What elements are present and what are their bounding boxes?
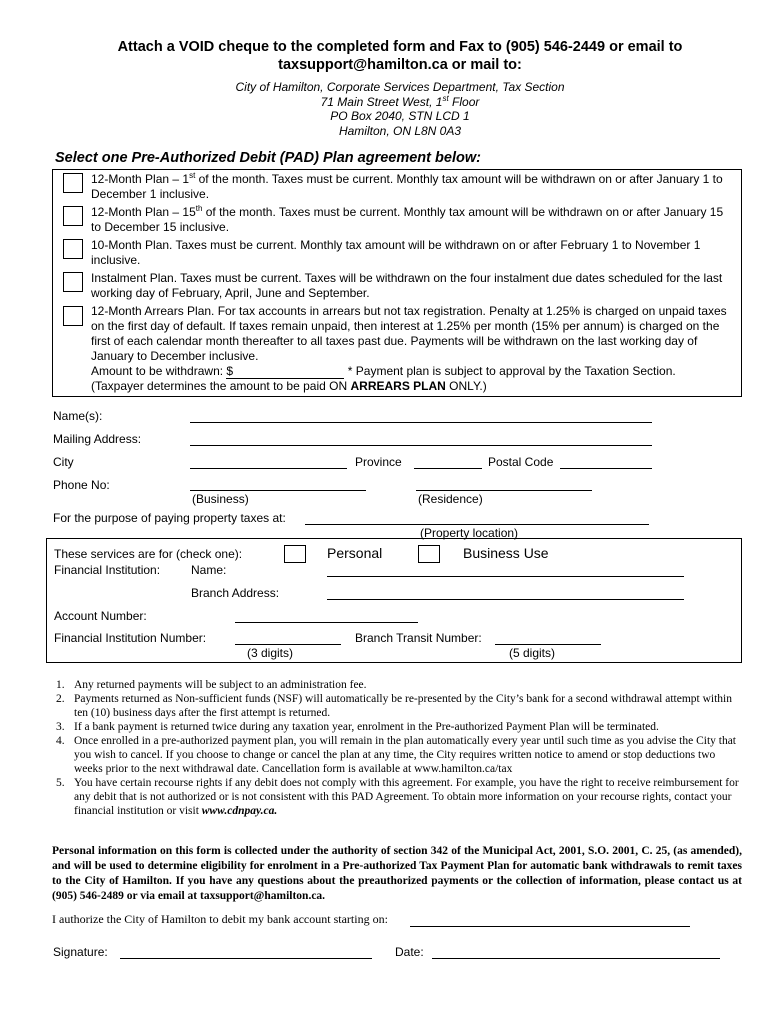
services-label: These services are for (check one):: [54, 547, 243, 561]
banking-info-box: [46, 538, 742, 663]
signature-label: Signature:: [53, 945, 108, 959]
fi-number-label: Financial Institution Number:: [54, 631, 207, 645]
branch-address-input[interactable]: [327, 599, 684, 600]
personal-checkbox[interactable]: [284, 545, 306, 563]
plan-2-text: 12-Month Plan – 15th of the month. Taxes must be current. Monthly tax amount will be withdrawn on or after January 15 to December 15 inclusive.: [91, 204, 724, 234]
plan-section-title: Select one Pre-Authorized Debit (PAD) Plan agreement below:: [55, 150, 481, 166]
list-item: 5. You have certain recourse rights if any debit does not comply with this agreement. For example, you have the right to receive reimbursement for any debit that is not authorized or is not consistent with this PAD Agreement. To obtain more information on your recourse rights, contact your financial institution or visit www.cdnpay.ca.: [56, 777, 739, 817]
address-line-2: 71 Main Street West, 1st Floor: [320, 93, 480, 109]
names-input[interactable]: [190, 422, 652, 423]
branch-transit-label: Branch Transit Number:: [355, 631, 482, 645]
mailing-address-block: [160, 80, 640, 138]
mailing-address-label: Mailing Address:: [53, 432, 142, 446]
form-header: [80, 38, 720, 74]
list-item: 1. Any returned payments will be subject to an administration fee.: [56, 679, 367, 691]
list-item: 3. If a bank payment is returned twice during any taxation year, enrolment in the Pre-authorized Payment Plan will be terminated.: [56, 721, 659, 733]
plan-5-checkbox[interactable]: [63, 306, 83, 326]
personal-label: Personal: [327, 545, 383, 561]
terms-list: [52, 678, 742, 818]
plan-1-text: 12-Month Plan – 1st of the month. Taxes must be current. Monthly tax amount will be withdrawn on or after January 1 to December 1 inclusive.: [91, 171, 723, 201]
fi-name-input[interactable]: [327, 576, 684, 577]
plan-4-text: Instalment Plan. Taxes must be current. Taxes will be withdrawn on the four instalment due dates scheduled for the last working day of February, April, June and September.: [91, 271, 723, 300]
address-line-4: Hamilton, ON L8N 0A3: [338, 123, 462, 138]
city-input[interactable]: [190, 468, 347, 469]
province-label: Province: [355, 455, 402, 469]
amount-row: [91, 364, 736, 379]
authorize-label: I authorize the City of Hamilton to debit my bank account starting on:: [52, 912, 388, 926]
fi-number-input[interactable]: [235, 644, 341, 645]
business-phone-caption: (Business): [192, 492, 249, 506]
signature-input[interactable]: [120, 958, 372, 959]
header-line-1: Attach a VOID cheque to the completed form and Fax to (905) 546-2449 or email to: [117, 39, 683, 55]
branch-transit-caption: (5 digits): [509, 646, 556, 660]
cdnpay-link[interactable]: www.cdnpay.ca.: [201, 805, 278, 817]
mailing-address-input[interactable]: [190, 445, 652, 446]
property-location-caption: (Property location): [420, 526, 519, 540]
city-label: City: [53, 455, 74, 469]
names-label: Name(s):: [53, 409, 103, 423]
header-line-2: taxsupport@hamilton.ca or mail to:: [278, 57, 522, 73]
list-item: 2. Payments returned as Non-sufficient funds (NSF) will automatically be re-presented by the City’s bank for a second withdrawal attempt within ten (10) business days after the first attempt is returned.: [56, 693, 733, 719]
business-phone-input[interactable]: [190, 490, 366, 491]
property-location-input[interactable]: [305, 524, 649, 525]
plan-3-text: 10-Month Plan. Taxes must be current. Monthly tax amount will be withdrawn on or after February 1 to November 1 inclusive.: [91, 238, 701, 267]
financial-institution-label: Financial Institution:: [54, 563, 161, 577]
address-line-3: PO Box 2040, STN LCD 1: [330, 109, 470, 123]
plan-2-checkbox[interactable]: [63, 206, 83, 226]
plan-3-checkbox[interactable]: [63, 239, 83, 259]
account-number-label: Account Number:: [54, 609, 147, 623]
plan-4-checkbox[interactable]: [63, 272, 83, 292]
plan-1-checkbox[interactable]: [63, 173, 83, 193]
privacy-statement: Personal information on this form is collected under the authority of section 342 of the Municipal Act, 2001, S.O. 2001, C. 25, (as amended), and will be used to determine eligibility for enrolment in a Pre-authorized Tax Payment Plan for automatic bank withdrawals to remit taxes to the City of Hamilton. If you have any questions about the preauthorized payments or the collection of information, please contact us at (905) 546-2489 or via email at taxsupport@hamilton.ca.: [52, 845, 742, 902]
approval-note: * Payment plan is subject to approval by the Taxation Section.: [347, 364, 676, 378]
amount-label: Amount to be withdrawn:: [91, 364, 224, 378]
address-line-1: City of Hamilton, Corporate Services Department, Tax Section: [235, 80, 565, 94]
fi-name-label: Name:: [191, 563, 227, 577]
start-date-input[interactable]: [410, 926, 690, 927]
date-label: Date:: [395, 945, 424, 959]
plan-5-text: 12-Month Arrears Plan. For tax accounts in arrears but not tax registration. Penalty at 1.25% is charged on unpaid taxes on the first day of default. If taxes remain unpaid, then interest at 1.25% per month (15% per annum) is charged on the first of each calendar month thereafter to all taxes past due. Payments will be withdrawn on the last working day of January to December inclusive.: [91, 304, 727, 363]
amount-input[interactable]: $: [226, 365, 344, 379]
business-use-label: Business Use: [463, 545, 549, 561]
province-input[interactable]: [414, 468, 482, 469]
account-number-input[interactable]: [235, 622, 418, 623]
branch-address-label: Branch Address:: [191, 586, 280, 600]
branch-transit-input[interactable]: [495, 644, 601, 645]
taxpayer-note: (Taxpayer determines the amount to be paid ON ARREARS PLAN ONLY.): [91, 379, 487, 393]
plan-options-box: [52, 169, 742, 397]
residence-phone-input[interactable]: [416, 490, 592, 491]
fi-number-caption: (3 digits): [247, 646, 294, 660]
postal-code-input[interactable]: [560, 468, 652, 469]
list-item: 4. Once enrolled in a pre-authorized payment plan, you will remain in the plan automatically every year until such time as you advise the City that you wish to cancel. If you choose to change or cancel the plan at any time, the City requires written notice to amend or stop deductions two weeks prior to the next withdrawal date. Cancellation form is available at www.hamilton.ca/tax: [56, 735, 737, 775]
date-input[interactable]: [432, 958, 720, 959]
property-purpose-label: For the purpose of paying property taxes at:: [53, 511, 286, 525]
business-use-checkbox[interactable]: [418, 545, 440, 563]
residence-phone-caption: (Residence): [418, 492, 483, 506]
postal-code-label: Postal Code: [488, 455, 554, 469]
phone-label: Phone No:: [53, 478, 110, 492]
